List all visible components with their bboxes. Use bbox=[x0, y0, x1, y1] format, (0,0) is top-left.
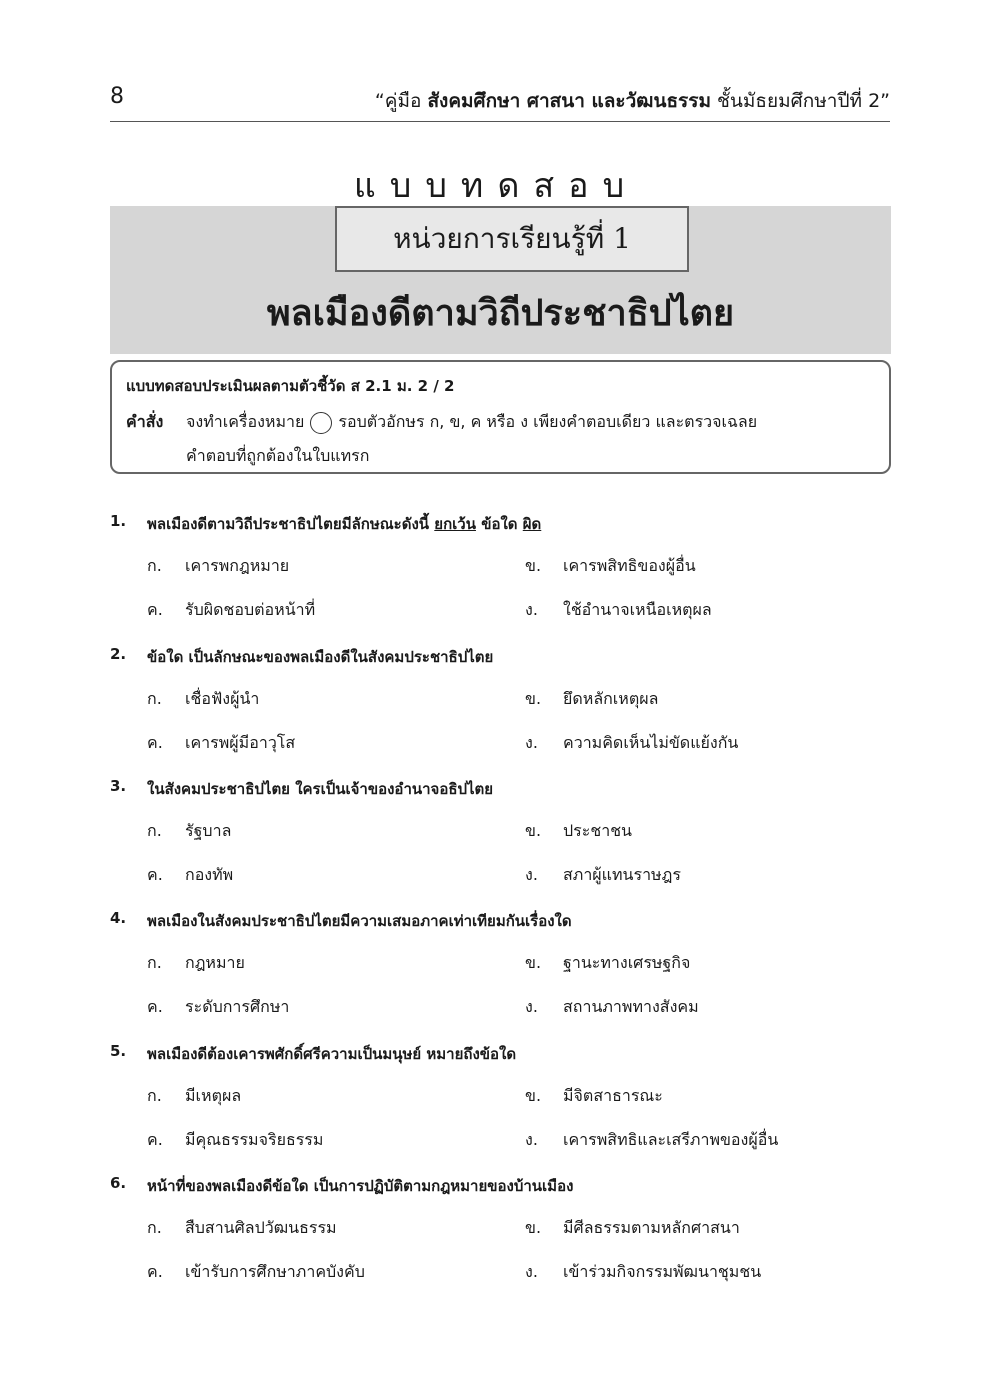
unit-label-box: หน่วยการเรียนรู้ที่ 1 bbox=[335, 206, 689, 272]
option-text: สภาผู้แทนราษฎร bbox=[563, 865, 681, 884]
option-label: ง. bbox=[525, 1262, 538, 1281]
option-text: ประชาชน bbox=[563, 821, 632, 840]
option-label: ก. bbox=[147, 1218, 162, 1237]
answer-option bbox=[525, 687, 658, 712]
answer-option bbox=[147, 863, 233, 888]
answer-option bbox=[147, 731, 295, 756]
option-label: ง. bbox=[525, 733, 538, 752]
option-text: เชื่อฟังผู้นำ bbox=[185, 689, 260, 708]
option-label: ก. bbox=[147, 953, 162, 972]
answer-option bbox=[147, 554, 289, 579]
answer-option bbox=[147, 1128, 323, 1153]
book-title-pre: “คู่มือ bbox=[374, 90, 428, 112]
option-label: ก. bbox=[147, 556, 162, 575]
answer-option bbox=[147, 598, 315, 623]
question-text-mid: ข้อใด bbox=[475, 515, 523, 533]
option-text: ระดับการศึกษา bbox=[185, 997, 290, 1016]
answer-option bbox=[525, 995, 699, 1020]
answer-option bbox=[525, 1128, 778, 1153]
answer-option bbox=[147, 1084, 241, 1109]
question-text-main: พลเมืองดีตามวิถีประชาธิปไตยมีลักษณะดังนี้ bbox=[147, 515, 435, 533]
page-number: 8 bbox=[110, 84, 124, 109]
option-text: มีศีลธรรมตามหลักศาสนา bbox=[563, 1218, 740, 1237]
option-label: ค. bbox=[147, 600, 163, 619]
option-text: สถานภาพทางสังคม bbox=[563, 997, 699, 1016]
option-text: เข้าร่วมกิจกรรมพัฒนาชุมชน bbox=[563, 1262, 762, 1281]
option-label: ข. bbox=[525, 953, 542, 972]
option-label: ข. bbox=[525, 556, 542, 575]
question-number: 6. bbox=[110, 1174, 127, 1192]
option-text: ใช้อำนาจเหนือเหตุผล bbox=[563, 600, 712, 619]
question-text bbox=[147, 645, 493, 669]
question-text bbox=[147, 1042, 516, 1066]
question-text bbox=[147, 909, 572, 933]
answer-option bbox=[525, 951, 690, 976]
question-text-main: พลเมืองดีต้องเคารพศักดิ์ศรีความเป็นมนุษย์ หมายถึงข้อใด bbox=[147, 1045, 517, 1063]
question-text-main: หน้าที่ของพลเมืองดีข้อใด เป็นการปฏิบัติตามกฎหมายของบ้านเมือง bbox=[147, 1177, 574, 1195]
option-text: มีเหตุผล bbox=[185, 1086, 242, 1105]
instructions-label: คำสั่ง bbox=[126, 412, 164, 431]
option-label: ง. bbox=[525, 865, 538, 884]
option-label: ง. bbox=[525, 600, 538, 619]
book-title-bold: สังคมศึกษา ศาสนา และวัฒนธรรม bbox=[427, 90, 711, 112]
answer-option bbox=[147, 995, 289, 1020]
answer-option bbox=[525, 598, 712, 623]
option-label: ค. bbox=[147, 733, 163, 752]
question-text-main: ข้อใด เป็นลักษณะของพลเมืองดีในสังคมประชาธิปไตย bbox=[147, 648, 494, 666]
option-label: ค. bbox=[147, 1262, 163, 1281]
option-text: ฐานะทางเศรษฐกิจ bbox=[563, 953, 691, 972]
option-label: ค. bbox=[147, 997, 163, 1016]
question-number: 1. bbox=[110, 512, 127, 530]
instructions-line-1 bbox=[186, 410, 757, 435]
question-text-main: พลเมืองในสังคมประชาธิปไตยมีความเสมอภาคเท่าเทียมกันเรื่องใด bbox=[147, 912, 572, 930]
option-text: เคารพกฎหมาย bbox=[185, 556, 290, 575]
option-text: สืบสานศิลปวัฒนธรรม bbox=[185, 1218, 337, 1237]
answer-option bbox=[525, 554, 696, 579]
instructions-heading: แบบทดสอบประเมินผลตามตัวชี้วัด ส 2.1 ม. 2 / 2 bbox=[126, 377, 455, 395]
running-header bbox=[375, 86, 890, 116]
answer-option bbox=[525, 731, 738, 756]
instructions-box bbox=[110, 360, 891, 474]
test-title: แบบทดสอบ bbox=[353, 166, 639, 206]
question-text bbox=[147, 512, 541, 536]
answer-option bbox=[147, 687, 259, 712]
question-text-main: ในสังคมประชาธิปไตย ใครเป็นเจ้าของอำนาจอธิปไตย bbox=[147, 780, 494, 798]
question-number: 4. bbox=[110, 909, 127, 927]
option-text: เคารพผู้มีอาวุโส bbox=[185, 733, 296, 752]
option-label: ง. bbox=[525, 997, 538, 1016]
option-text: รับผิดชอบต่อหน้าที่ bbox=[185, 600, 316, 619]
instructions-line-1-pre: จงทำเครื่องหมาย bbox=[186, 412, 305, 431]
option-text: เคารพสิทธิและเสรีภาพของผู้อื่น bbox=[563, 1130, 779, 1149]
option-label: ก. bbox=[147, 689, 162, 708]
option-label: ข. bbox=[525, 1086, 542, 1105]
option-label: ง. bbox=[525, 1130, 538, 1149]
option-text: เข้ารับการศึกษาภาคบังคับ bbox=[185, 1262, 365, 1281]
book-title-post: ชั้นมัธยมศึกษาปีที่ 2” bbox=[710, 90, 890, 112]
question-number: 3. bbox=[110, 777, 127, 795]
instructions-line-1-post: รอบตัวอักษร ก, ข, ค หรือ ง เพียงคำตอบเดียว และตรวจเฉลย bbox=[338, 412, 758, 431]
question-text bbox=[147, 1174, 573, 1198]
answer-option bbox=[525, 1084, 663, 1109]
question-text bbox=[147, 777, 493, 801]
option-text: ความคิดเห็นไม่ขัดแย้งกัน bbox=[563, 733, 739, 752]
question-text-emphasis: ยกเว้น bbox=[434, 515, 476, 533]
option-text: รัฐบาล bbox=[185, 821, 232, 840]
answer-option bbox=[147, 1260, 365, 1285]
circle-icon bbox=[310, 412, 332, 434]
option-label: ก. bbox=[147, 821, 162, 840]
option-text: กฎหมาย bbox=[185, 953, 245, 972]
option-text: มีคุณธรรมจริยธรรม bbox=[185, 1130, 324, 1149]
header-rule bbox=[110, 121, 890, 122]
option-text: เคารพสิทธิของผู้อื่น bbox=[563, 556, 696, 575]
question-number: 5. bbox=[110, 1042, 127, 1060]
answer-option bbox=[147, 819, 231, 844]
option-label: ข. bbox=[525, 1218, 542, 1237]
option-label: ค. bbox=[147, 865, 163, 884]
answer-option bbox=[147, 1216, 337, 1241]
unit-title: พลเมืองดีตามวิถีประชาธิปไตย bbox=[266, 293, 735, 334]
option-label: ค. bbox=[147, 1130, 163, 1149]
option-text: กองทัพ bbox=[185, 865, 234, 884]
option-text: ยึดหลักเหตุผล bbox=[563, 689, 659, 708]
option-label: ข. bbox=[525, 821, 542, 840]
instructions-line-2: คำตอบที่ถูกต้องในใบแทรก bbox=[186, 446, 370, 465]
question-text-emphasis-2: ผิด bbox=[522, 515, 542, 533]
answer-option bbox=[525, 1260, 761, 1285]
option-label: ก. bbox=[147, 1086, 162, 1105]
answer-option bbox=[525, 863, 681, 888]
answer-option bbox=[525, 819, 632, 844]
option-text: มีจิตสาธารณะ bbox=[563, 1086, 663, 1105]
answer-option bbox=[147, 951, 245, 976]
answer-option bbox=[525, 1216, 740, 1241]
option-label: ข. bbox=[525, 689, 542, 708]
question-number: 2. bbox=[110, 645, 127, 663]
